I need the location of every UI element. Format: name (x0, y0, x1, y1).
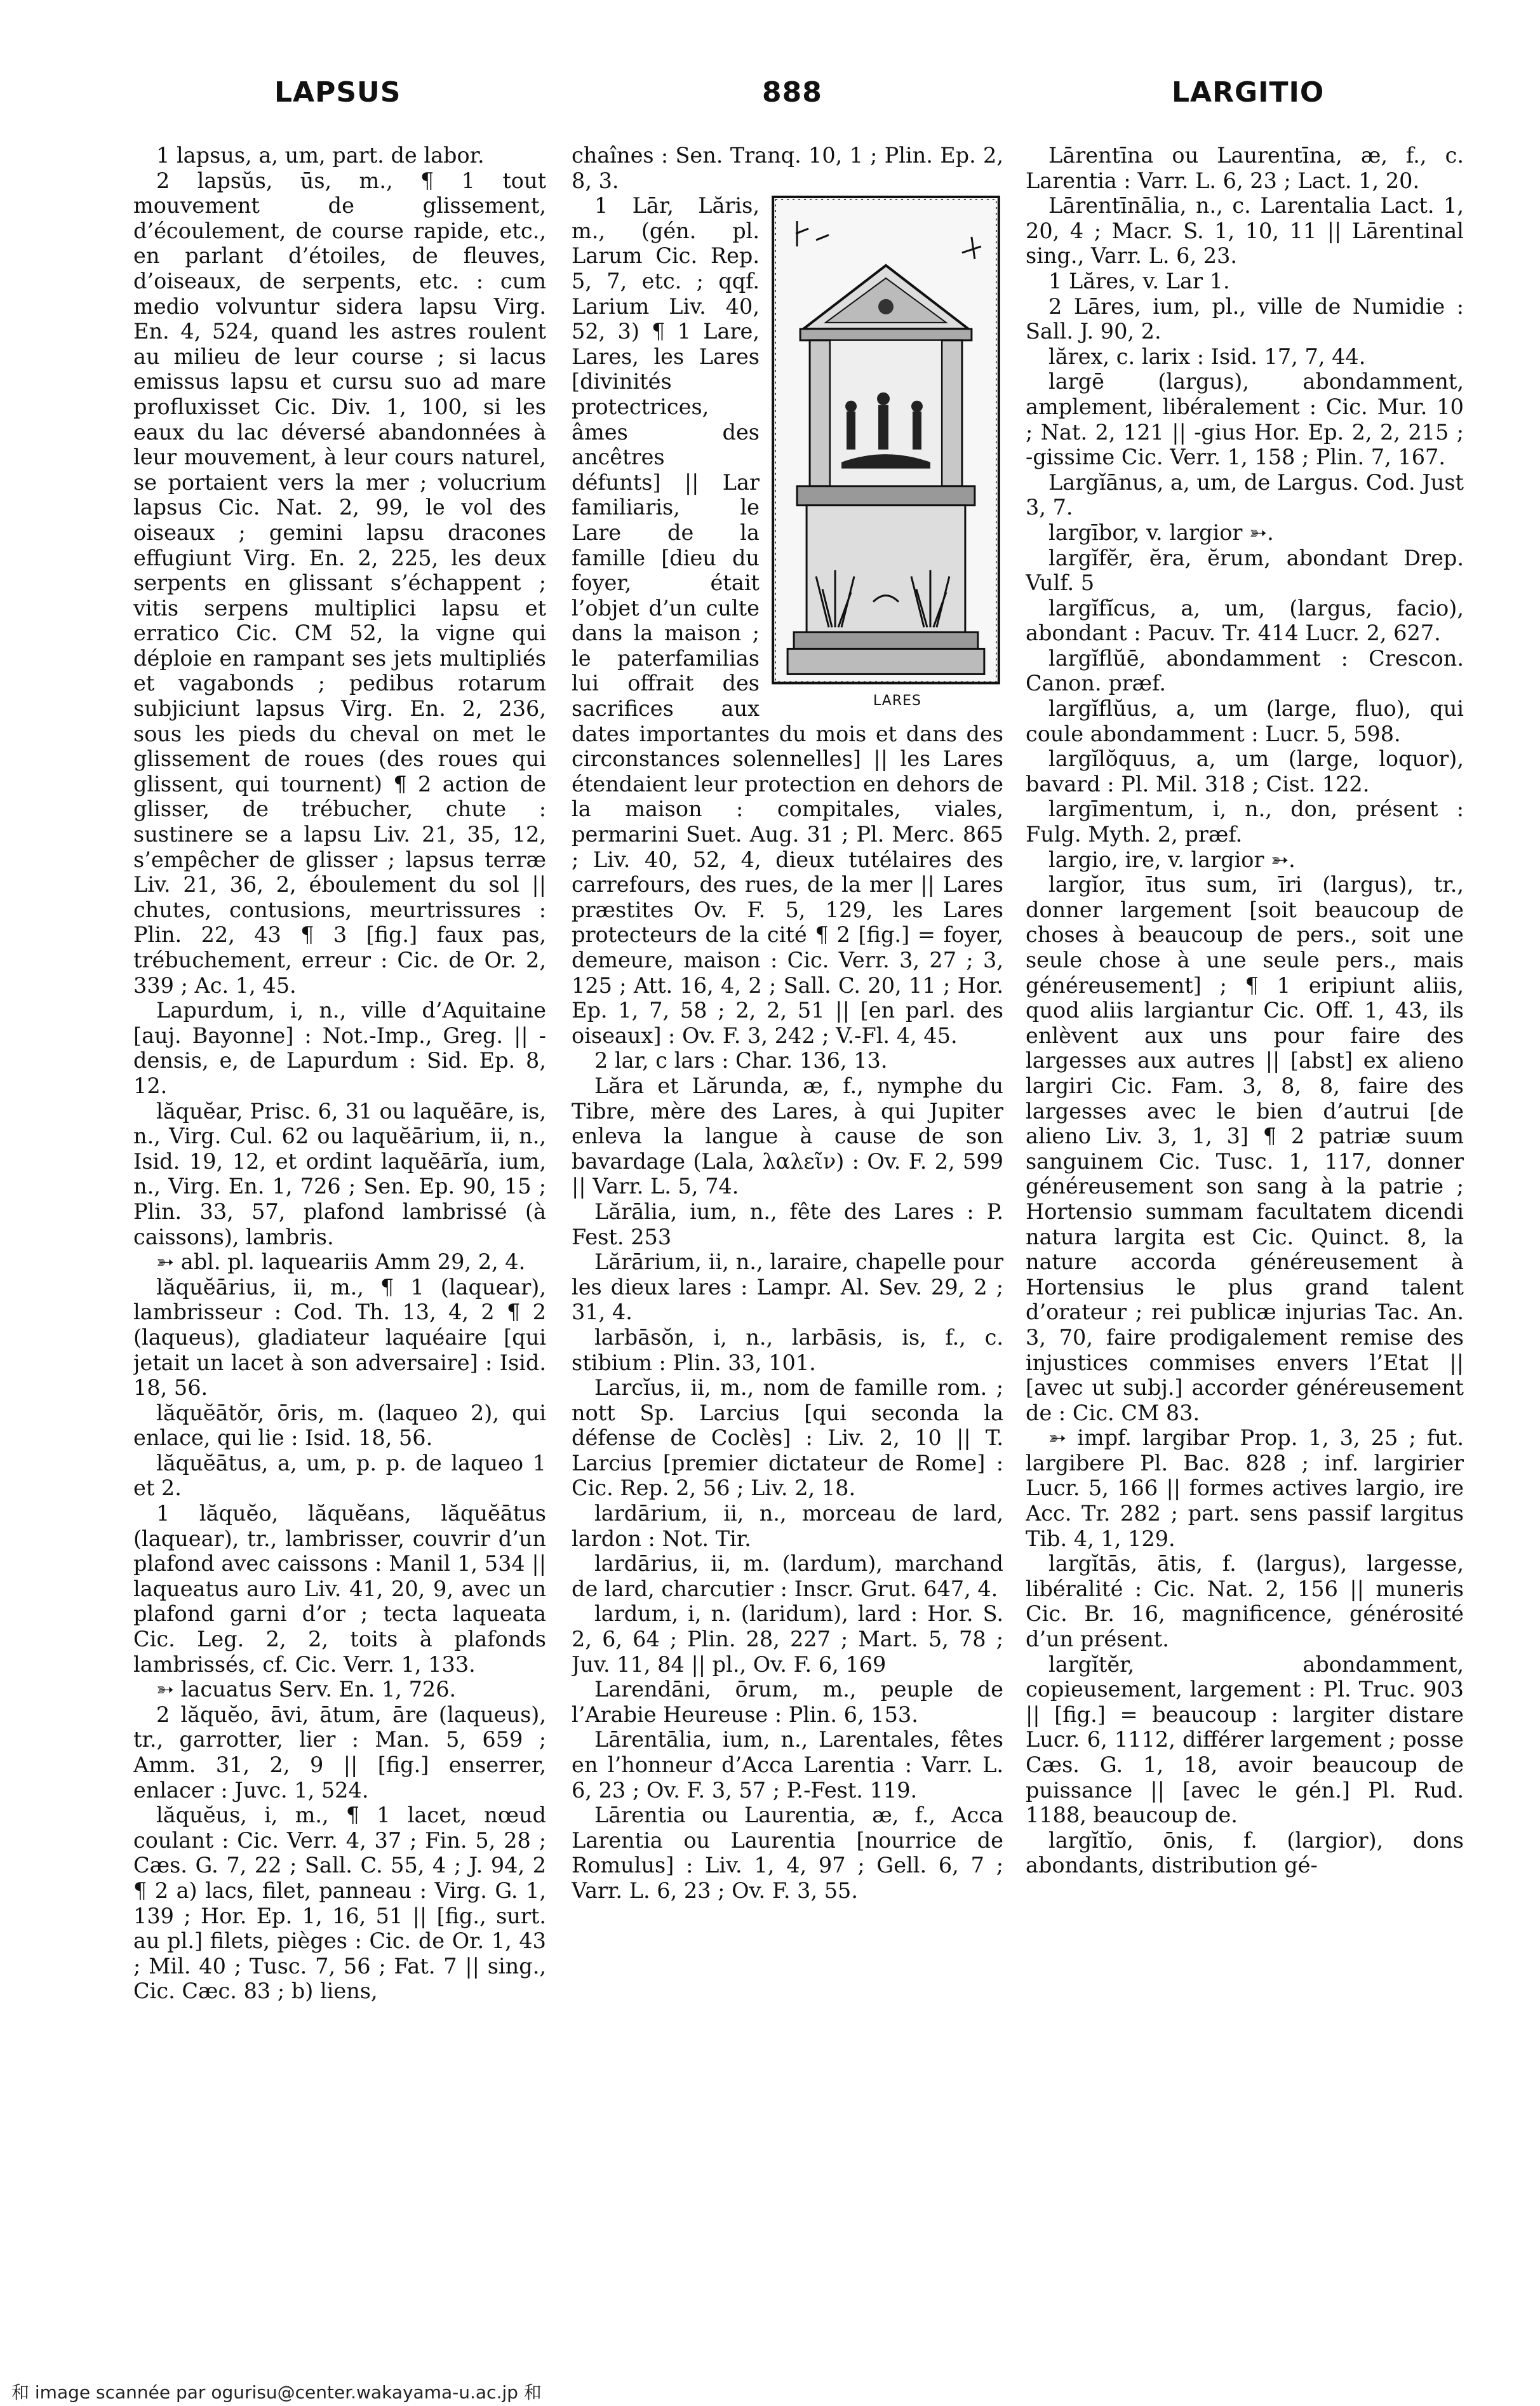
entry: lăquĕātus, a, um, p. p. de laqueo 1 et 2. (133, 1450, 546, 1501)
entry: larbāsŏn, i, n., larbāsis, is, f., c. stibium : Plin. 33, 101. (572, 1324, 1003, 1375)
entry: lăquĕārius, ii, m., ¶ 1 (laquear), lambrisseur : Cod. Th. 13, 4, 2 ¶ 2 (laqueus), gladiateur laquéaire [qui jetait un lacet à son adversaire] : Isid. 18, 56. (133, 1274, 546, 1401)
header-right-word: LARGITIO (1172, 76, 1325, 109)
entry: Lărārium, ii, n., laraire, chapelle pour les dieux lares : Lampr. Al. Sev. 29, 2 ; 31, 4. (572, 1249, 1003, 1325)
entry: ➳ abl. pl. laqueariis Amm 29, 2, 4. (156, 1249, 526, 1275)
entry: 2 Lāres, ium, pl., ville de Numidie : Sall. J. 90, 2. (1026, 293, 1464, 344)
entry: lardārium, ii, n., morceau de lard, lardon : Not. Tir. (572, 1501, 1003, 1551)
entry: Lăra et Lărunda, æ, f., nymphe du Tibre, mère des Lares, à qui Jupiter enleva la langue à cause de son bavardage (Lala, λαλεῖν) : Ov. F. 2, 599 || Varr. L. 5, 74. (572, 1073, 1003, 1199)
entry: lardārius, ii, m. (lardum), marchand de lard, charcutier : Inscr. Grut. 647, 4. (572, 1551, 1003, 1601)
figure-caption: LARES (873, 692, 921, 709)
entry: largĭor, ītus sum, īri (largus), tr., donner largement [soit beaucoup de choses à beaucoup de pers., soit une seule chose à une seule pers., mais généreusement] ; ¶ 1 eripiunt aliis, quod aliis largiantur Cic. Off. 1, 43, ils enlèvent aux uns pour faire des largesses aux autres || [abst] ex alieno largiri Cic. Fam. 3, 8, 8, faire des largesses avec le bien d’autrui [de alieno Liv. 3, 1, 3] ¶ 2 patriæ suum sanguinem Cic. Tusc. 1, 117, donner généreusement son sang à la patrie ; Hortensio summam facultatem dicendi natura largita est Cic. Quinct. 8, la nature accorda généreusement à Hortensius le plus grand talent d’orateur ; rei publicæ injurias Tac. An. 3, 70, faire prodigalement remise des injustices commises envers l’Etat || [avec ut subj.] accorder généreusement de : Cic. CM 83. (1026, 872, 1464, 1425)
entry: largībor, v. largior ➳. (1048, 520, 1274, 545)
entry: largĭfĭcus, a, um, (largus, facio), abondant : Pacuv. Tr. 414 Lucr. 2, 627. (1026, 595, 1464, 646)
entry: lăquĕātŏr, ōris, m. (laqueo 2), qui enlace, qui lie : Isid. 18, 56. (133, 1400, 546, 1451)
entry: Lapurdum, i, n., ville d’Aquitaine [auj. Bayonne] : Not.-Imp., Greg. || -densis, e, de Lapurdum : Sid. Ep. 8, 12. (133, 998, 546, 1098)
entry: Lārentīnālia, n., c. Larentalia Lact. 1, 20, 4 ; Macr. S. 1, 10, 11 || Lārentinal sing., Varr. L. 6, 23. (1026, 193, 1464, 269)
scan-credit-footer: 和 image scannée par ogurisu@center.wakayama-u.ac.jp 和 (11, 2382, 542, 2403)
entry: largĭlŏquus, a, um (large, loquor), bavard : Pl. Mil. 318 ; Cist. 122. (1026, 746, 1464, 796)
entry: 1 Lăres, v. Lar 1. (1048, 268, 1230, 293)
entry: largĭflŭē, abondamment : Crescon. Canon. præf. (1026, 645, 1464, 696)
entry: largio, ire, v. largior ➳. (1048, 847, 1296, 872)
entry: Larendāni, ōrum, m., peuple de l’Arabie Heureuse : Plin. 6, 153. (572, 1677, 1003, 1727)
entry: largĭtĭo, ōnis, f. (largior), dons abondants, distribution gé- (1026, 1827, 1464, 1878)
entry: 2 lapsŭs, ūs, m., ¶ 1 tout mouvement de glissement, d’écoulement, de course rapide, etc., en parlant d’étoiles, de fleuves, d’oiseaux, de serpents, etc. : cum medio volvuntur sidera lapsu Virg. En. 4, 524, quand les astres roulent au milieu de leur course ; si lacus emissus lapsu et cursu suo ad mare profluxisset Cic. Div. 1, 100, si les eaux du lac déversé abandonnées à leur mouvement, à leur cours naturel, se portaient vers la mer ; volucrium lapsus Cic. Nat. 2, 99, le vol des oiseaux ; gemini lapsu dracones effugiunt Virg. En. 2, 225, les deux serpents en glissant s’échappent ; vitis serpens multiplici lapsu et erratico Cic. CM 52, la vigne qui déploie en rampant ses jets multipliés et vagabonds ; pedibus rotarum subjiciunt lapsus Virg. En. 2, 236, sous les pieds du cheval on met le glissement de roues (des roues qui glissent, qui tournent) ¶ 2 action de glisser, de trébucher, chute : sustinere se a lapsu Liv. 21, 35, 12, s’empêcher de glisser ; lapsus terræ Liv. 21, 36, 2, éboulement du sol || chutes, contusions, meurtrissures : Plin. 22, 43 ¶ 3 [fig.] faux pas, trébuchement, erreur : Cic. de Or. 2, 339 ; Ac. 1, 45. (133, 168, 546, 998)
header-left-word: LAPSUS (274, 76, 401, 109)
page-header (0, 76, 1540, 127)
entry: Largĭānus, a, um, de Largus. Cod. Just 3, 7. (1026, 469, 1464, 520)
entry: largē (largus), abondamment, amplement, libéralement : Cic. Mur. 10 ; Nat. 2, 121 || -gius Hor. Ep. 2, 2, 215 ; -gissime Cic. Verr. 1, 158 ; Plin. 7, 167. (1026, 369, 1464, 470)
entry: ➳ impf. largibar Prop. 1, 3, 25 ; fut. largibere Pl. Bac. 828 ; inf. largirier Lucr. 5, 166 || formes actives largio, ire Acc. Tr. 282 ; part. sens passif largitus Tib. 4, 1, 129. (1026, 1425, 1464, 1551)
entry: 1 lăquĕo, lăquĕans, lăquĕātus (laquear), tr., lambrisser, couvrir d’un plafond avec caissons : Manil 1, 534 || laqueatus auro Liv. 41, 20, 9, avec un plafond garni d’or ; tecta laqueata Cic. Leg. 2, 2, toits à plafonds lambrissés, cf. Cic. Verr. 1, 133. (133, 1501, 546, 1677)
entry: Lārentālia, ium, n., Larentales, fêtes en l’honneur d’Acca Larentia : Varr. L. 6, 23 ; Ov. F. 3, 57 ; P.-Fest. 119. (572, 1727, 1003, 1803)
entry: Lărālia, ium, n., fête des Lares : P. Fest. 253 (572, 1199, 1003, 1249)
entry: largīmentum, i, n., don, présent : Fulg. Myth. 2, præf. (1026, 796, 1464, 847)
entry-lar (572, 193, 1003, 1048)
entry: 2 lar, c lars : Char. 136, 13. (594, 1048, 888, 1073)
entry: Larcĭus, ii, m., nom de famille rom. ; nott Sp. Larcius [qui seconda la défense de Coclès] : Liv. 2, 10 || T. Larcius [premier dictateur de Rome] : Cic. Rep. 2, 56 ; Liv. 2, 18. (572, 1375, 1003, 1501)
entry: Lārentia ou Laurentia, æ, f., Acca Larentia ou Laurentia [nourrice de Romulus] : Liv. 1, 4, 97 ; Gell. 6, 7 ; Varr. L. 6, 23 ; Ov. F. 3, 55. (572, 1803, 1003, 1903)
entry: Lārentīna ou Laurentīna, æ, f., c. Larentia : Varr. L. 6, 23 ; Lact. 1, 20. (1026, 143, 1464, 193)
entry: lăquĕus, i, m., ¶ 1 lacet, nœud coulant : Cic. Verr. 4, 37 ; Fin. 5, 28 ; Cæs. G. 7, 22 ; Sall. C. 55, 4 ; J. 94, 2 ¶ 2 a) lacs, filet, panneau : Virg. G. 1, 139 ; Hor. Ep. 1, 16, 51 || [fig., surt. au pl.] filets, pièges : Cic. de Or. 1, 43 ; Mil. 40 ; Tusc. 7, 56 ; Fat. 7 || sing., Cic. Cæc. 83 ; b) liens, (133, 1803, 546, 2004)
column-1 (133, 143, 546, 2341)
column-3 (1026, 143, 1464, 2341)
entry: lărex, c. larix : Isid. 17, 7, 44. (1048, 344, 1366, 369)
lares-shrine-illustration (772, 196, 1000, 684)
entry-text: 1 Lār, Lăris, m., (gén. pl. Larum Cic. Rep. 5, 7, etc. ; qqf. Larium Liv. 40, 52, 3) ¶ 1 Lare, Lares, les Lares [divinités protectrices, âmes des ancêtres défunts] || Lar familiaris, le Lare de la famille [dieu du foyer, était l’objet d’un culte dans la maison ; le paterfamilias lui offrait des sacrifices aux dates importantes du mois et dans des circonstances solennelles] || les Lares étendaient leur protection en dehors de la maison : compitales, viales, permarini Suet. Aug. 31 ; Pl. Merc. 865 ; Liv. 40, 52, 4, dieux tutélaires des carrefours, des rues, de la mer || Lares præstites Ov. F. 5, 129, les Lares protecteurs de la cité ¶ 2 [fig.] = foyer, demeure, maison : Cic. Verr. 3, 27 ; 3, 125 ; Att. 16, 4, 2 ; Sall. C. 20, 11 ; Hor. Ep. 1, 7, 58 ; 2, 2, 51 || [en parl. des oiseaux] : Ov. F. 3, 242 ; V.-Fl. 4, 45. (572, 193, 1003, 1048)
column-2 (572, 143, 1003, 2341)
entry: ➳ lacuatus Serv. En. 1, 726. (156, 1677, 457, 1702)
entry: 1 lapsus, a, um, part. de labor. (156, 143, 485, 168)
entry-continuation: chaînes : Sen. Tranq. 10, 1 ; Plin. Ep. 2, 8, 3. (572, 143, 1003, 193)
entry: largĭflŭus, a, um (large, fluo), qui coule abondamment : Lucr. 5, 598. (1026, 696, 1464, 746)
entry: 2 lăquĕo, āvi, ātum, āre (laqueus), tr., garrotter, lier : Man. 5, 659 ; Amm. 31, 2, 9 || [fig.] enserrer, enlacer : Juvc. 1, 524. (133, 1702, 546, 1803)
page-number: 888 (762, 76, 822, 109)
entry: lăquĕar, Prisc. 6, 31 ou laquĕāre, is, n., Virg. Cul. 62 ou laquĕārium, ii, n., Isid. 19, 12, et ordint laquĕārĭa, ium, n., Virg. En. 1, 726 ; Sen. Ep. 90, 15 ; Plin. 33, 57, plafond lambrissé (à caissons), lambris. (133, 1098, 546, 1249)
lares-shrine-figure (768, 196, 1003, 713)
entry: largĭtās, ātis, f. (largus), largesse, libéralité : Cic. Nat. 2, 156 || muneris Cic. Br. 16, magnificence, générosité d’un présent. (1026, 1551, 1464, 1652)
entry: lardum, i, n. (laridum), lard : Hor. S. 2, 6, 64 ; Plin. 28, 227 ; Mart. 5, 78 ; Juv. 11, 84 || pl., Ov. F. 6, 169 (572, 1601, 1003, 1677)
entry: largĭtĕr, abondamment, copieusement, largement : Pl. Truc. 903 || [fig.] = beaucoup : largiter distare Lucr. 6, 1112, différer largement ; posse Cæs. G. 1, 18, avoir beaucoup de puissance || [avec le gén.] Pl. Rud. 1188, beaucoup de. (1026, 1651, 1464, 1828)
entry: largĭfĕr, ĕra, ĕrum, abondant Drep. Vulf. 5 (1026, 545, 1464, 596)
